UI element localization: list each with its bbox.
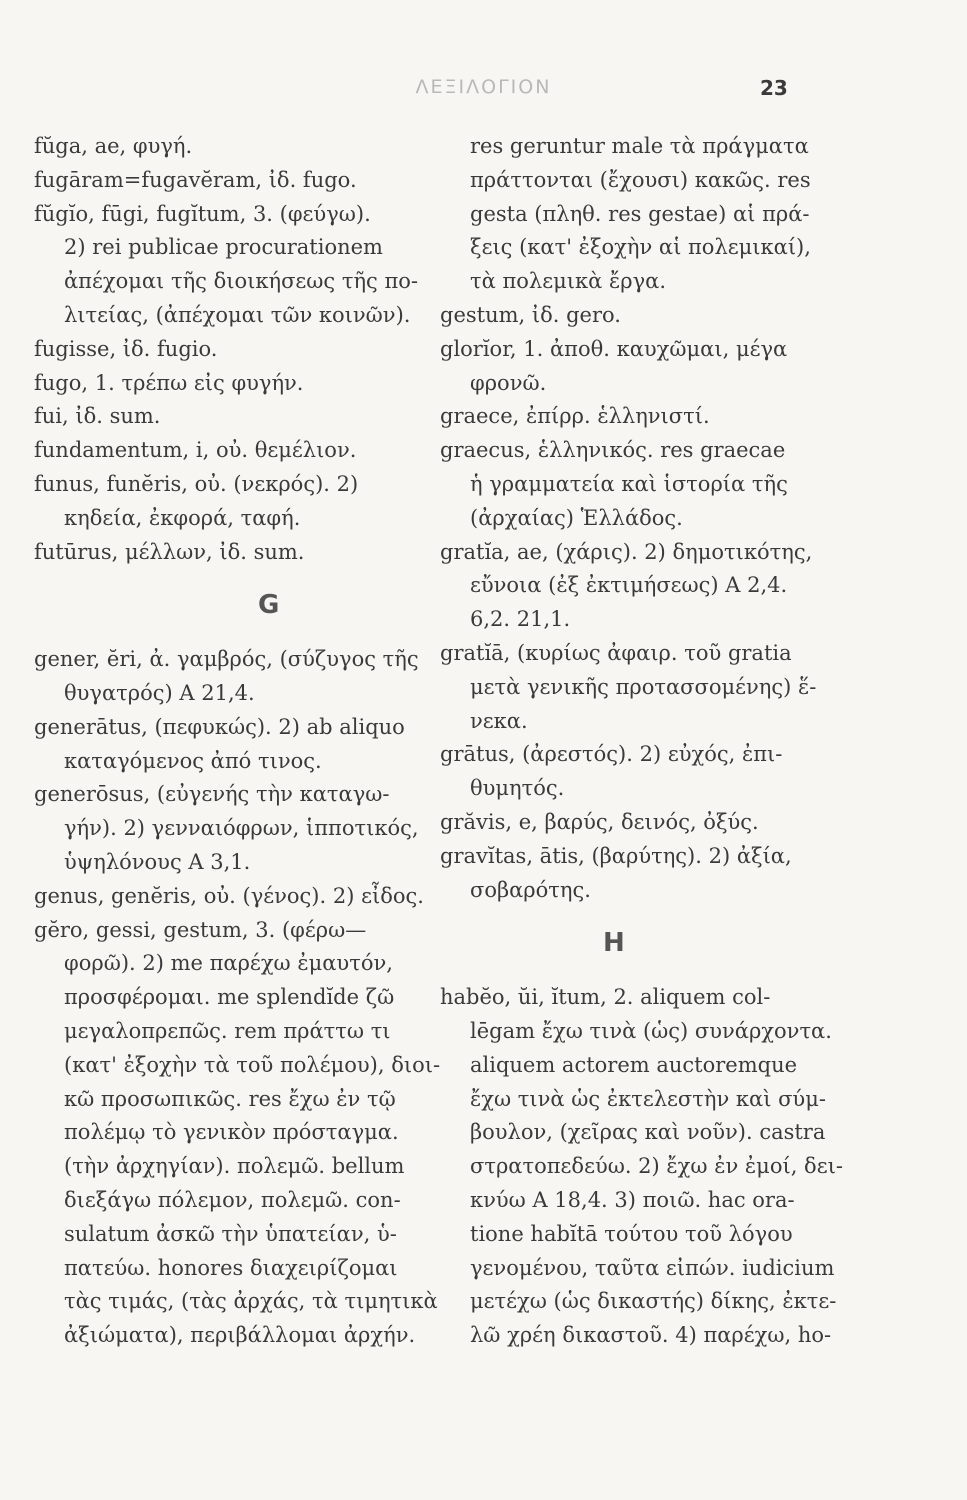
entry-continuation-line: λιτείας, (ἀπέχομαι τῶν κοινῶν).	[64, 302, 411, 327]
entry-headword-line: gravĭtas, ātis, (βαρύτης). 2) ἀξία,	[440, 843, 792, 868]
entry-continuation-line: (ἀρχαίας) Ἑλλάδος.	[470, 505, 683, 530]
entry-headword-line: funus, funĕris, οὐ. (νεκρός). 2)	[34, 471, 359, 496]
entry-continuation-line: στρατοπεδεύω. 2) ἔχω ἐν ἐμοί, δει-	[470, 1154, 843, 1179]
entry-continuation-line: res geruntur male τὰ πράγματα	[470, 134, 809, 158]
entry-headword-line: gratĭā, (κυρίως ἀφαιρ. τοῦ gratia	[440, 640, 792, 665]
entry-headword-line: fundamentum, i, οὐ. θεμέλιον.	[34, 438, 357, 463]
entry-continuation-line: νεκα.	[470, 708, 528, 733]
entry-continuation-line: λῶ χρέη δικαστοῦ. 4) παρέχω, ho-	[470, 1323, 832, 1348]
entry-headword-line: habĕo, ŭi, ĭtum, 2. aliquem col-	[440, 985, 771, 1010]
entry-continuation-line: μεγαλοπρεπῶς. rem πράττω τι	[64, 1018, 391, 1043]
entry-continuation-line: διεξάγω πόλεμον, πολεμῶ. con-	[64, 1187, 401, 1212]
spacer	[34, 623, 442, 643]
entry-continuation-line: μετέχω (ὡς δικαστής) δίκης, ἐκτε-	[470, 1289, 837, 1314]
right-column	[440, 130, 843, 1353]
entry-continuation-line: lēgam ἔχω τινὰ (ὡς) συνάρχοντα.	[470, 1018, 832, 1043]
entry-continuation-line: τὰ πολεμικὰ ἔργα.	[470, 269, 666, 294]
entry-continuation-line: κῶ προσωπικῶς. res ἔχω ἐν τῷ	[64, 1086, 396, 1111]
entry-continuation-line: καταγόμενος ἀπό τινος.	[64, 748, 322, 773]
entry-continuation-line: 6,2. 21,1.	[470, 607, 571, 632]
entry-headword-line: grātus, (ἀρεστός). 2) εὐχός, ἐπι-	[440, 742, 783, 767]
entry-continuation-line: μετὰ γενικῆς προτασσομένης) ἕ-	[470, 674, 817, 699]
entry-continuation-line: φρονῶ.	[470, 370, 547, 395]
page-header-title: ΛΕΞΙΛΟΓΙΟΝ	[415, 76, 552, 98]
entry-continuation-line: ἀξιώματα), περιβάλλομαι ἀρχήν.	[64, 1323, 416, 1348]
section-letter-heading: G	[258, 590, 280, 621]
entry-continuation-line: προσφέρομαι. me splendĭde ζῶ	[64, 985, 395, 1010]
entry-headword-line: fugisse, ἰδ. fugio.	[34, 336, 218, 361]
entry-continuation-line: (τὴν ἀρχηγίαν). πολεμῶ. bellum	[64, 1154, 405, 1179]
entry-continuation-line: πολέμῳ τὸ γενικὸν πρόσταγμα.	[64, 1120, 399, 1145]
entry-continuation-line: tione habĭtā τούτου τοῦ λόγου	[470, 1221, 793, 1246]
entry-continuation-line: τὰς τιμάς, (τὰς ἀρχάς, τὰ τιμητικὰ	[64, 1289, 438, 1314]
entry-continuation-line: ἔχω τινὰ ὡς ἐκτελεστὴν καὶ σύμ-	[470, 1086, 826, 1111]
entry-continuation-line: 2) rei publicae procurationem	[64, 235, 383, 260]
entry-continuation-line: πατεύω. honores διαχειρίζομαι	[64, 1255, 398, 1280]
entry-continuation-line: σοβαρότης.	[470, 877, 591, 902]
entry-continuation-line: ὑψηλόνους Α 3,1.	[64, 849, 251, 874]
entry-headword-line: gratĭa, ae, (χάρις). 2) δημοτικότης,	[440, 539, 813, 564]
entry-continuation-line: θυμητός.	[470, 776, 565, 801]
spacer	[440, 961, 840, 981]
entry-headword-line: fŭgĭo, fūgi, fugĭtum, 3. (φεύγω).	[34, 201, 371, 226]
entry-headword-line: fŭga, ae, φυγή.	[34, 134, 193, 158]
entry-continuation-line: πράττονται (ἔχουσι) κακῶς. res	[470, 167, 811, 192]
entry-headword-line: graece, ἐπίρρ. ἑλληνιστί.	[440, 404, 710, 429]
entry-headword-line: fugāram=fugavĕram, ἰδ. fugo.	[34, 167, 357, 192]
entry-continuation-line: γήν). 2) γενναιόφρων, ἱπποτικός,	[64, 816, 419, 841]
page-number: 23	[760, 76, 788, 100]
entry-headword-line: generātus, (πεφυκώς). 2) ab aliquo	[34, 714, 405, 739]
entry-continuation-line: ἀπέχομαι τῆς διοικήσεως τῆς πο-	[64, 269, 419, 294]
entry-headword-line: gestum, ἰδ. gero.	[440, 302, 621, 327]
entry-headword-line: gĕro, gessi, gestum, 3. (φέρω—	[34, 917, 367, 942]
entry-continuation-line: εὔνοια (ἐξ ἐκτιμήσεως) Α 2,4.	[470, 573, 788, 598]
section-letter-heading: H	[603, 928, 625, 959]
entry-continuation-line: ἡ γραμματεία καὶ ἱστορία τῆς	[470, 471, 788, 496]
entry-continuation-line: βουλον, (χεῖρας καὶ νοῦν). castra	[470, 1120, 826, 1145]
entry-continuation-line: gesta (πληθ. res gestae) αἱ πρά-	[470, 201, 810, 226]
entry-headword-line: generōsus, (εὐγενής τὴν καταγω-	[34, 782, 390, 807]
spacer	[34, 569, 442, 589]
entry-continuation-line: θυγατρός) Α 21,4.	[64, 680, 255, 705]
left-column	[34, 130, 442, 1353]
entry-continuation-line: aliquem actorem auctoremque	[470, 1052, 798, 1077]
entry-headword-line: fui, ἰδ. sum.	[34, 404, 161, 429]
entry-headword-line: gener, ĕri, ἀ. γαμβρός, (σύζυγος τῆς	[34, 647, 419, 672]
entry-continuation-line: sulatum ἀσκῶ τὴν ὑπατείαν, ὑ-	[64, 1221, 397, 1246]
entry-headword-line: glorĭor, 1. ἀποθ. καυχῶμαι, μέγα	[440, 336, 788, 361]
entry-headword-line: grăvis, e, βαρύς, δεινός, ὀξύς.	[440, 809, 759, 834]
spacer	[440, 907, 840, 927]
entry-continuation-line: γενομένου, ταῦτα εἰπών. iudicium	[470, 1255, 835, 1280]
entry-headword-line: futūrus, μέλλων, ἰδ. sum.	[34, 539, 305, 564]
entry-continuation-line: (κατ' ἐξοχὴν τὰ τοῦ πολέμου), διοι-	[64, 1052, 441, 1077]
entry-headword-line: graecus, ἑλληνικός. res graecae	[440, 438, 786, 463]
entry-continuation-line: κηδεία, ἐκφορά, ταφή.	[64, 505, 301, 530]
entry-continuation-line: ξεις (κατ' ἐξοχὴν αἱ πολεμικαί),	[470, 235, 811, 260]
entry-continuation-line: κνύω Α 18,4. 3) ποιῶ. hac ora-	[470, 1187, 795, 1212]
entry-headword-line: fugo, 1. τρέπω εἰς φυγήν.	[34, 370, 304, 395]
entry-headword-line: genus, genĕris, οὐ. (γένος). 2) εἶδος.	[34, 883, 424, 908]
entry-continuation-line: φορῶ). 2) me παρέχω ἐμαυτόν,	[64, 951, 393, 976]
